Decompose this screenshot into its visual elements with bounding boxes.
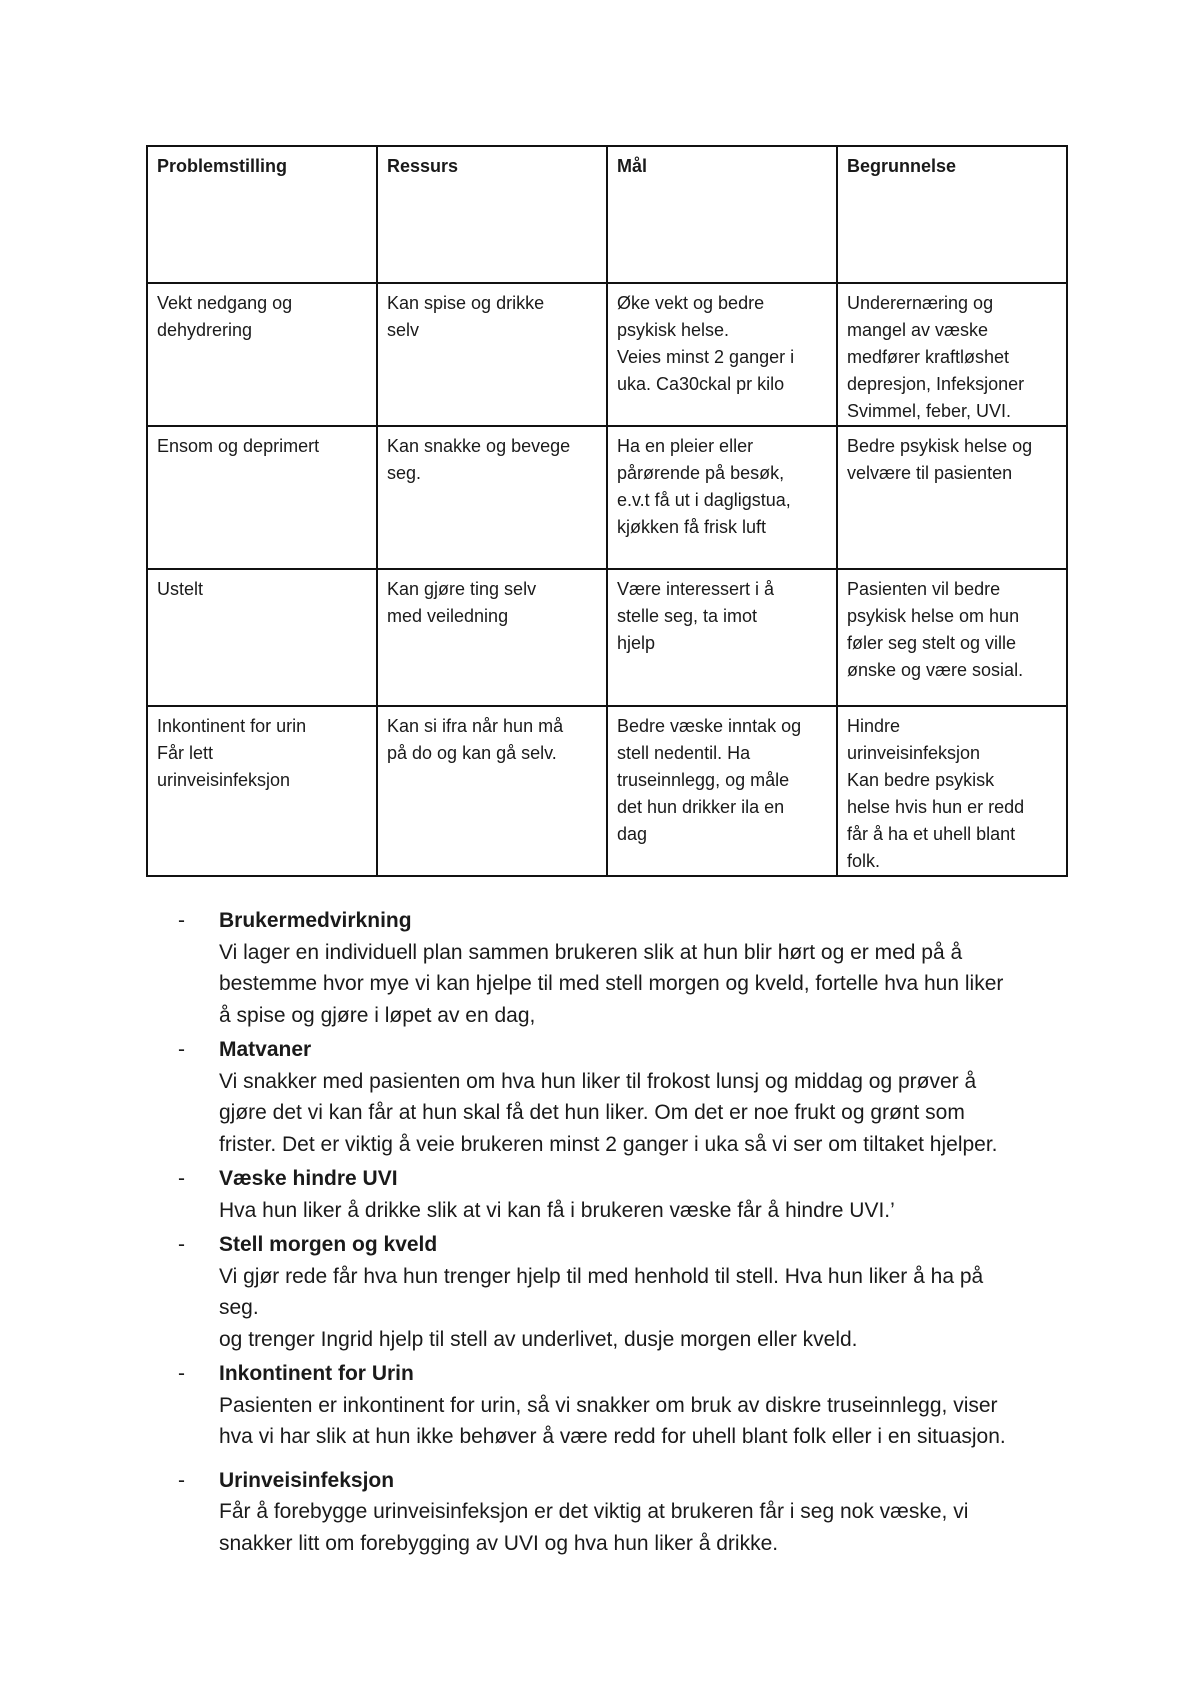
table-cell: [837, 283, 1067, 426]
note-heading: Inkontinent for Urin: [219, 1362, 414, 1385]
list-item: [178, 1034, 1078, 1160]
cell-line: hjelp: [617, 633, 656, 653]
note-line: Vi lager en individuell plan sammen brukeren slik at hun blir hørt og er med på å: [219, 940, 963, 964]
notes-list: [178, 905, 1078, 1562]
note-line: og trenger Ingrid hjelp til stell av underlivet, dusje morgen eller kveld.: [219, 1327, 858, 1351]
list-item: [178, 905, 1078, 1031]
header-problemstilling: Problemstilling: [147, 146, 377, 283]
header-ressurs: Ressurs: [377, 146, 607, 283]
table-cell: [377, 706, 607, 876]
cell-line: får å ha et uhell blant: [847, 824, 1016, 844]
list-item: [178, 1358, 1078, 1453]
note-line: å spise og gjøre i løpet av en dag,: [219, 1003, 536, 1027]
cell-line: e.v.t få ut i dagligstua,: [617, 490, 791, 510]
note-heading: Brukermedvirkning: [219, 909, 412, 932]
table-cell: [607, 706, 837, 876]
table-cell: [837, 426, 1067, 569]
cell-line: Underernæring og: [847, 293, 994, 313]
cell-line: Kan si ifra når hun må: [387, 716, 564, 736]
note-heading: Matvaner: [219, 1038, 312, 1061]
table-cell: [147, 426, 377, 569]
table-row: [147, 426, 1067, 569]
table-cell: [837, 706, 1067, 876]
cell-line: stell nedentil. Ha: [617, 743, 751, 763]
cell-line: Veies minst 2 ganger i: [617, 347, 795, 367]
table-row: [147, 569, 1067, 706]
cell-line: mangel av væske: [847, 320, 989, 340]
cell-line: helse hvis hun er redd: [847, 797, 1025, 817]
cell-line: Kan spise og drikke: [387, 293, 545, 313]
cell-line: Kan bedre psykisk: [847, 770, 995, 790]
bullet-dash: -: [178, 1038, 185, 1061]
cell-line: Være interessert i å: [617, 579, 775, 599]
note-line: gjøre det vi kan får at hun skal få det hun liker. Om det er noe frukt og grønt som: [219, 1101, 965, 1124]
cell-line: med veiledning: [387, 606, 509, 626]
table-row: [147, 706, 1067, 876]
table-cell: [837, 569, 1067, 706]
cell-line: Kan gjøre ting selv: [387, 579, 537, 599]
note-heading: Stell morgen og kveld: [219, 1233, 438, 1256]
cell-line: Hindre: [847, 716, 901, 736]
bullet-dash: -: [178, 1468, 185, 1492]
table-cell: [607, 426, 837, 569]
cell-line: psykisk helse om hun: [847, 606, 1020, 626]
cell-line: Kan snakke og bevege: [387, 436, 571, 456]
cell-line: på do og kan gå selv.: [387, 743, 557, 763]
note-line: frister. Det er viktig å veie brukeren minst 2 ganger i uka så vi ser om tiltaket hjelper.: [219, 1132, 998, 1156]
care-plan-table: [146, 145, 1068, 877]
cell-line: medfører kraftløshet: [847, 347, 1010, 367]
cell-line: føler seg stelt og ville: [847, 633, 1017, 653]
cell-line: stelle seg, ta imot: [617, 606, 758, 626]
cell-line: Bedre væske inntak og: [617, 716, 802, 736]
cell-line: velvære til pasienten: [847, 463, 1013, 483]
cell-line: ønske og være sosial.: [847, 660, 1024, 680]
note-line: hva vi har slik at hun ikke behøver å være redd for uhell blant folk eller i en situasjon.: [219, 1425, 1006, 1448]
cell-line: urinveisinfeksjon: [157, 770, 291, 790]
cell-line: Ensom og deprimert: [157, 436, 320, 456]
list-item: [178, 1465, 1078, 1560]
cell-line: Inkontinent for urin: [157, 716, 307, 736]
note-line: snakker litt om forebygging av UVI og hva hun liker å drikke.: [219, 1531, 779, 1555]
note-line: Pasienten er inkontinent for urin, så vi snakker om bruk av diskre truseinnlegg, viser: [219, 1393, 998, 1417]
cell-line: kjøkken få frisk luft: [617, 517, 767, 537]
cell-line: Ustelt: [157, 579, 204, 599]
bullet-dash: -: [178, 1167, 185, 1190]
table-cell: [377, 426, 607, 569]
cell-line: pårørende på besøk,: [617, 463, 785, 483]
header-begrunnelse: Begrunnelse: [837, 146, 1067, 283]
note-line: Vi snakker med pasienten om hva hun liker til frokost lunsj og middag og prøver å: [219, 1069, 977, 1093]
cell-line: urinveisinfeksjon: [847, 743, 981, 763]
table-cell: [377, 283, 607, 426]
list-item: [178, 1229, 1078, 1355]
table-cell: [147, 569, 377, 706]
note-heading: Væske hindre UVI: [219, 1167, 398, 1190]
bullet-dash: -: [178, 1362, 185, 1385]
table-cell: [607, 283, 837, 426]
note-line: Får å forebygge urinveisinfeksjon er det viktig at brukeren får i seg nok væske, vi: [219, 1500, 969, 1523]
note-line: Hva hun liker å drikke slik at vi kan få i brukeren væske får å hindre UVI.’: [219, 1198, 895, 1222]
table-header-row: [147, 146, 1067, 283]
cell-line: Bedre psykisk helse og: [847, 436, 1033, 456]
table-cell: [147, 283, 377, 426]
cell-line: dehydrering: [157, 320, 253, 340]
note-line: bestemme hvor mye vi kan hjelpe til med stell morgen og kveld, fortelle hva hun liker: [219, 972, 1004, 995]
cell-line: det hun drikker ila en: [617, 797, 785, 817]
table-row: [147, 283, 1067, 426]
cell-line: Svimmel, feber, UVI.: [847, 401, 1012, 421]
cell-line: truseinnlegg, og måle: [617, 770, 790, 790]
note-line: seg.: [219, 1296, 259, 1319]
cell-line: selv: [387, 320, 420, 340]
cell-line: Ha en pleier eller: [617, 436, 754, 456]
cell-line: Vekt nedgang og: [157, 293, 293, 313]
cell-line: depresjon, Infeksjoner: [847, 374, 1025, 394]
cell-line: uka. Ca30ckal pr kilo: [617, 374, 785, 394]
table-cell: [147, 706, 377, 876]
table-cell: [607, 569, 837, 706]
list-item: [178, 1163, 1078, 1226]
table-cell: [377, 569, 607, 706]
bullet-dash: -: [178, 1233, 185, 1256]
cell-line: folk.: [847, 851, 881, 871]
cell-line: psykisk helse.: [617, 320, 730, 340]
cell-line: dag: [617, 824, 648, 844]
cell-line: Pasienten vil bedre: [847, 579, 1001, 599]
header-maal: Mål: [607, 146, 837, 283]
cell-line: seg.: [387, 463, 422, 483]
cell-line: Får lett: [157, 743, 214, 763]
bullet-dash: -: [178, 909, 185, 932]
note-heading: Urinveisinfeksjon: [219, 1468, 395, 1492]
cell-line: Øke vekt og bedre: [617, 293, 765, 313]
note-line: Vi gjør rede får hva hun trenger hjelp til med henhold til stell. Hva hun liker å ha på: [219, 1264, 984, 1288]
